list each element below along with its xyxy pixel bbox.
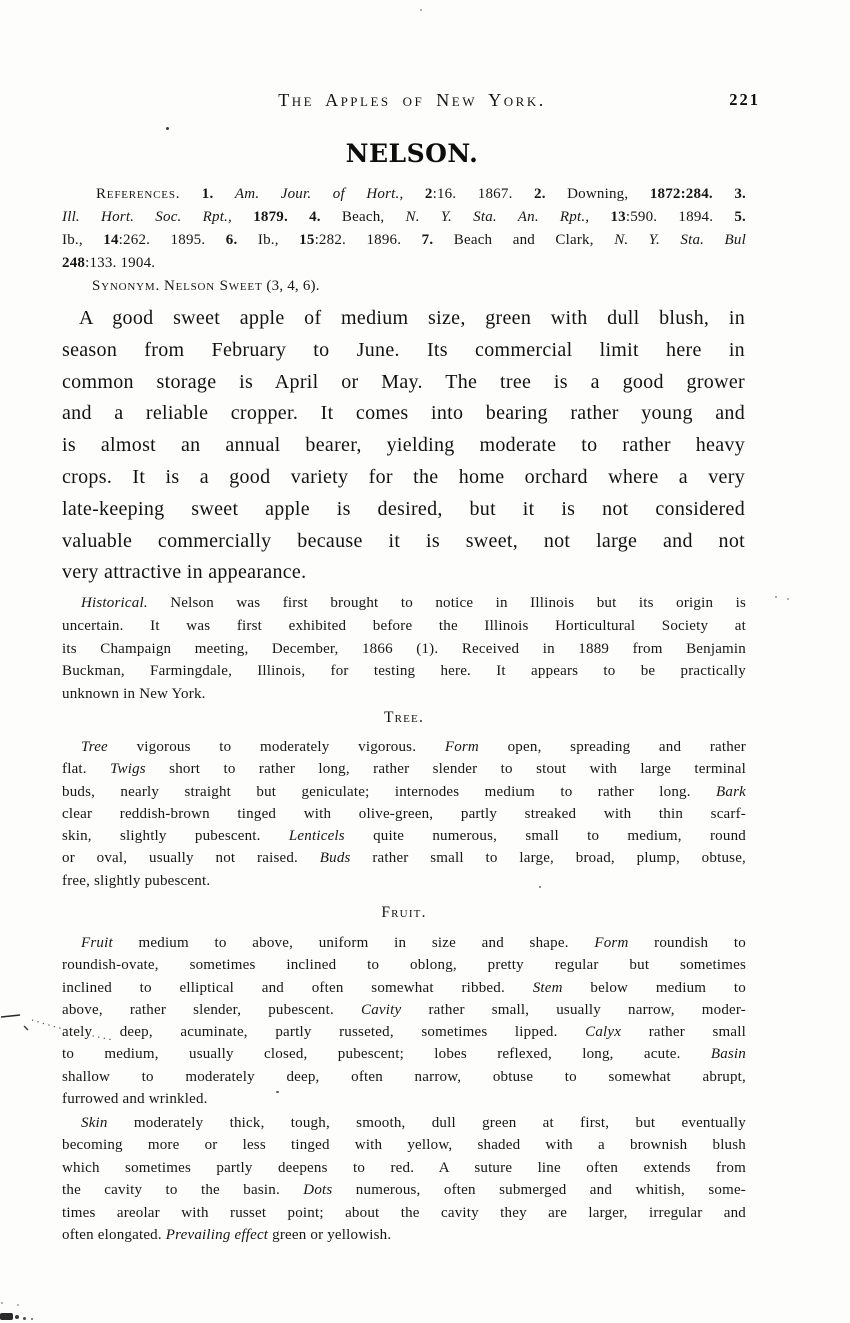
text-line: Synonym. Nelson Sweet (3, 4, 6). [92,278,320,294]
text-line: often elongated. Prevailing effect green or yellowish. [62,1227,392,1244]
text-line: buds, nearly straight but geniculate; internodes medium to rather long. Bark [62,783,746,800]
text-line: furrowed and wrinkled. [62,1090,208,1107]
text-line: is almost an annual bearer, yielding moderate to rather heavy [62,434,745,457]
fruit-heading: Fruit. [381,904,427,921]
scan-speck [166,127,169,130]
text-line: Buckman, Farmingdale, Illinois, for testing here. It appears to be practically [62,663,746,680]
text-line: the cavity to the basin. Dots numerous, often submerged and whitish, some- [62,1182,746,1199]
corner-smudge-artifact [0,1300,60,1323]
text-line: very attractive in appearance. [62,561,307,584]
synonym-line [62,275,746,298]
scan-speck [775,596,777,598]
description-paragraph [62,303,745,589]
references-section [62,183,746,298]
text-line: ately deep, acuminate, partly russeted, sometimes lipped. Calyx rather small [62,1024,746,1040]
text-line: free, slightly pubescent. [62,872,211,889]
scan-speck [276,1091,279,1093]
text-line: Historical. Nelson was first brought to notice in Illinois but its origin is [81,595,746,611]
text-line: unknown in New York. [62,686,206,703]
text-line: inclined to elliptical and often somewhat ribbed. Stem below medium to [62,979,746,996]
text-line: times areolar with russet point; about the cavity they are larger, irregular and [62,1204,746,1221]
tree-heading: Tree. [383,709,425,726]
pen-mark-artifact [0,1005,130,1050]
text-line: shallow to moderately deep, often narrow, obtuse to somewhat abrupt, [62,1068,746,1085]
text-line: References. 1. Am. Jour. of Hort., 2:16. 1867. 2. Downing, 1872:284. 3. [96,186,746,202]
text-line: uncertain. It was first exhibited before the Illinois Horticultural Society at [62,617,746,634]
text-line: valuable commercially because it is sweet, not large and not [62,529,745,552]
text-line: roundish-ovate, sometimes inclined to oblong, pretty regular but sometimes [62,957,746,974]
text-line: flat. Twigs short to rather long, rather slender to stout with large terminal [62,761,746,778]
tree-paragraph [62,736,746,892]
fruit-paragraph [62,932,746,1110]
text-line: clear reddish-brown tinged with olive-green, partly streaked with thin scarf- [62,805,746,822]
text-line: skin, slightly pubescent. Lenticels quite numerous, small to medium, round [62,828,746,845]
text-line: its Champaign meeting, December, 1866 (1). Received in 1889 from Benjamin [62,640,746,657]
text-line: A good sweet apple of medium size, green with dull blush, in [79,307,745,329]
scan-speck [539,886,541,888]
text-line: 248:133. 1904. [62,255,156,271]
text-line: above, rather slender, pubescent. Cavity rather small, usually narrow, moder- [62,1001,746,1018]
page-number: 221 [729,90,760,109]
text-line: becoming more or less tinged with yellow, shaded with a brownish blush [62,1137,746,1154]
text-line: and a reliable cropper. It comes into bearing rather young and [62,402,745,425]
text-line: Ib., 14:262. 1895. 6. Ib., 15:282. 1896. 7. Beach and Clark, N. Y. Sta. Bul [62,232,746,248]
text-line: crops. It is a good variety for the home orchard where a very [62,465,745,488]
references-paragraph [62,183,746,275]
page-header [62,90,762,116]
text-line: or oval, usually not raised. Buds rather small to large, broad, plump, obtuse, [62,850,746,867]
text-line: late-keeping sweet apple is desired, but it is not considered [62,497,745,520]
variety-title: NELSON. [345,139,479,168]
text-line: to medium, usually closed, pubescent; lobes reflexed, long, acute. Basin [62,1046,746,1063]
text-line: common storage is April or May. The tree is a good grower [62,370,745,393]
text-line: Skin moderately thick, tough, smooth, dull green at first, but eventually [81,1115,746,1131]
historical-paragraph [62,592,746,706]
text-line: Fruit medium to above, uniform in size and shape. Form roundish to [81,935,746,951]
scan-speck [420,9,422,11]
text-line: which sometimes partly deepens to red. A suture line often extends from [62,1159,746,1176]
text-line: Tree vigorous to moderately vigorous. Form open, spreading and rather [81,739,746,755]
scan-speck [787,598,789,600]
running-title: The Apples of New York. [278,90,546,110]
text-line: Ill. Hort. Soc. Rpt., 1879. 4. Beach, N. Y. Sta. An. Rpt., 13:590. 1894. 5. [62,209,747,225]
text-line: season from February to June. Its commercial limit here in [62,338,745,361]
skin-paragraph [62,1112,746,1246]
